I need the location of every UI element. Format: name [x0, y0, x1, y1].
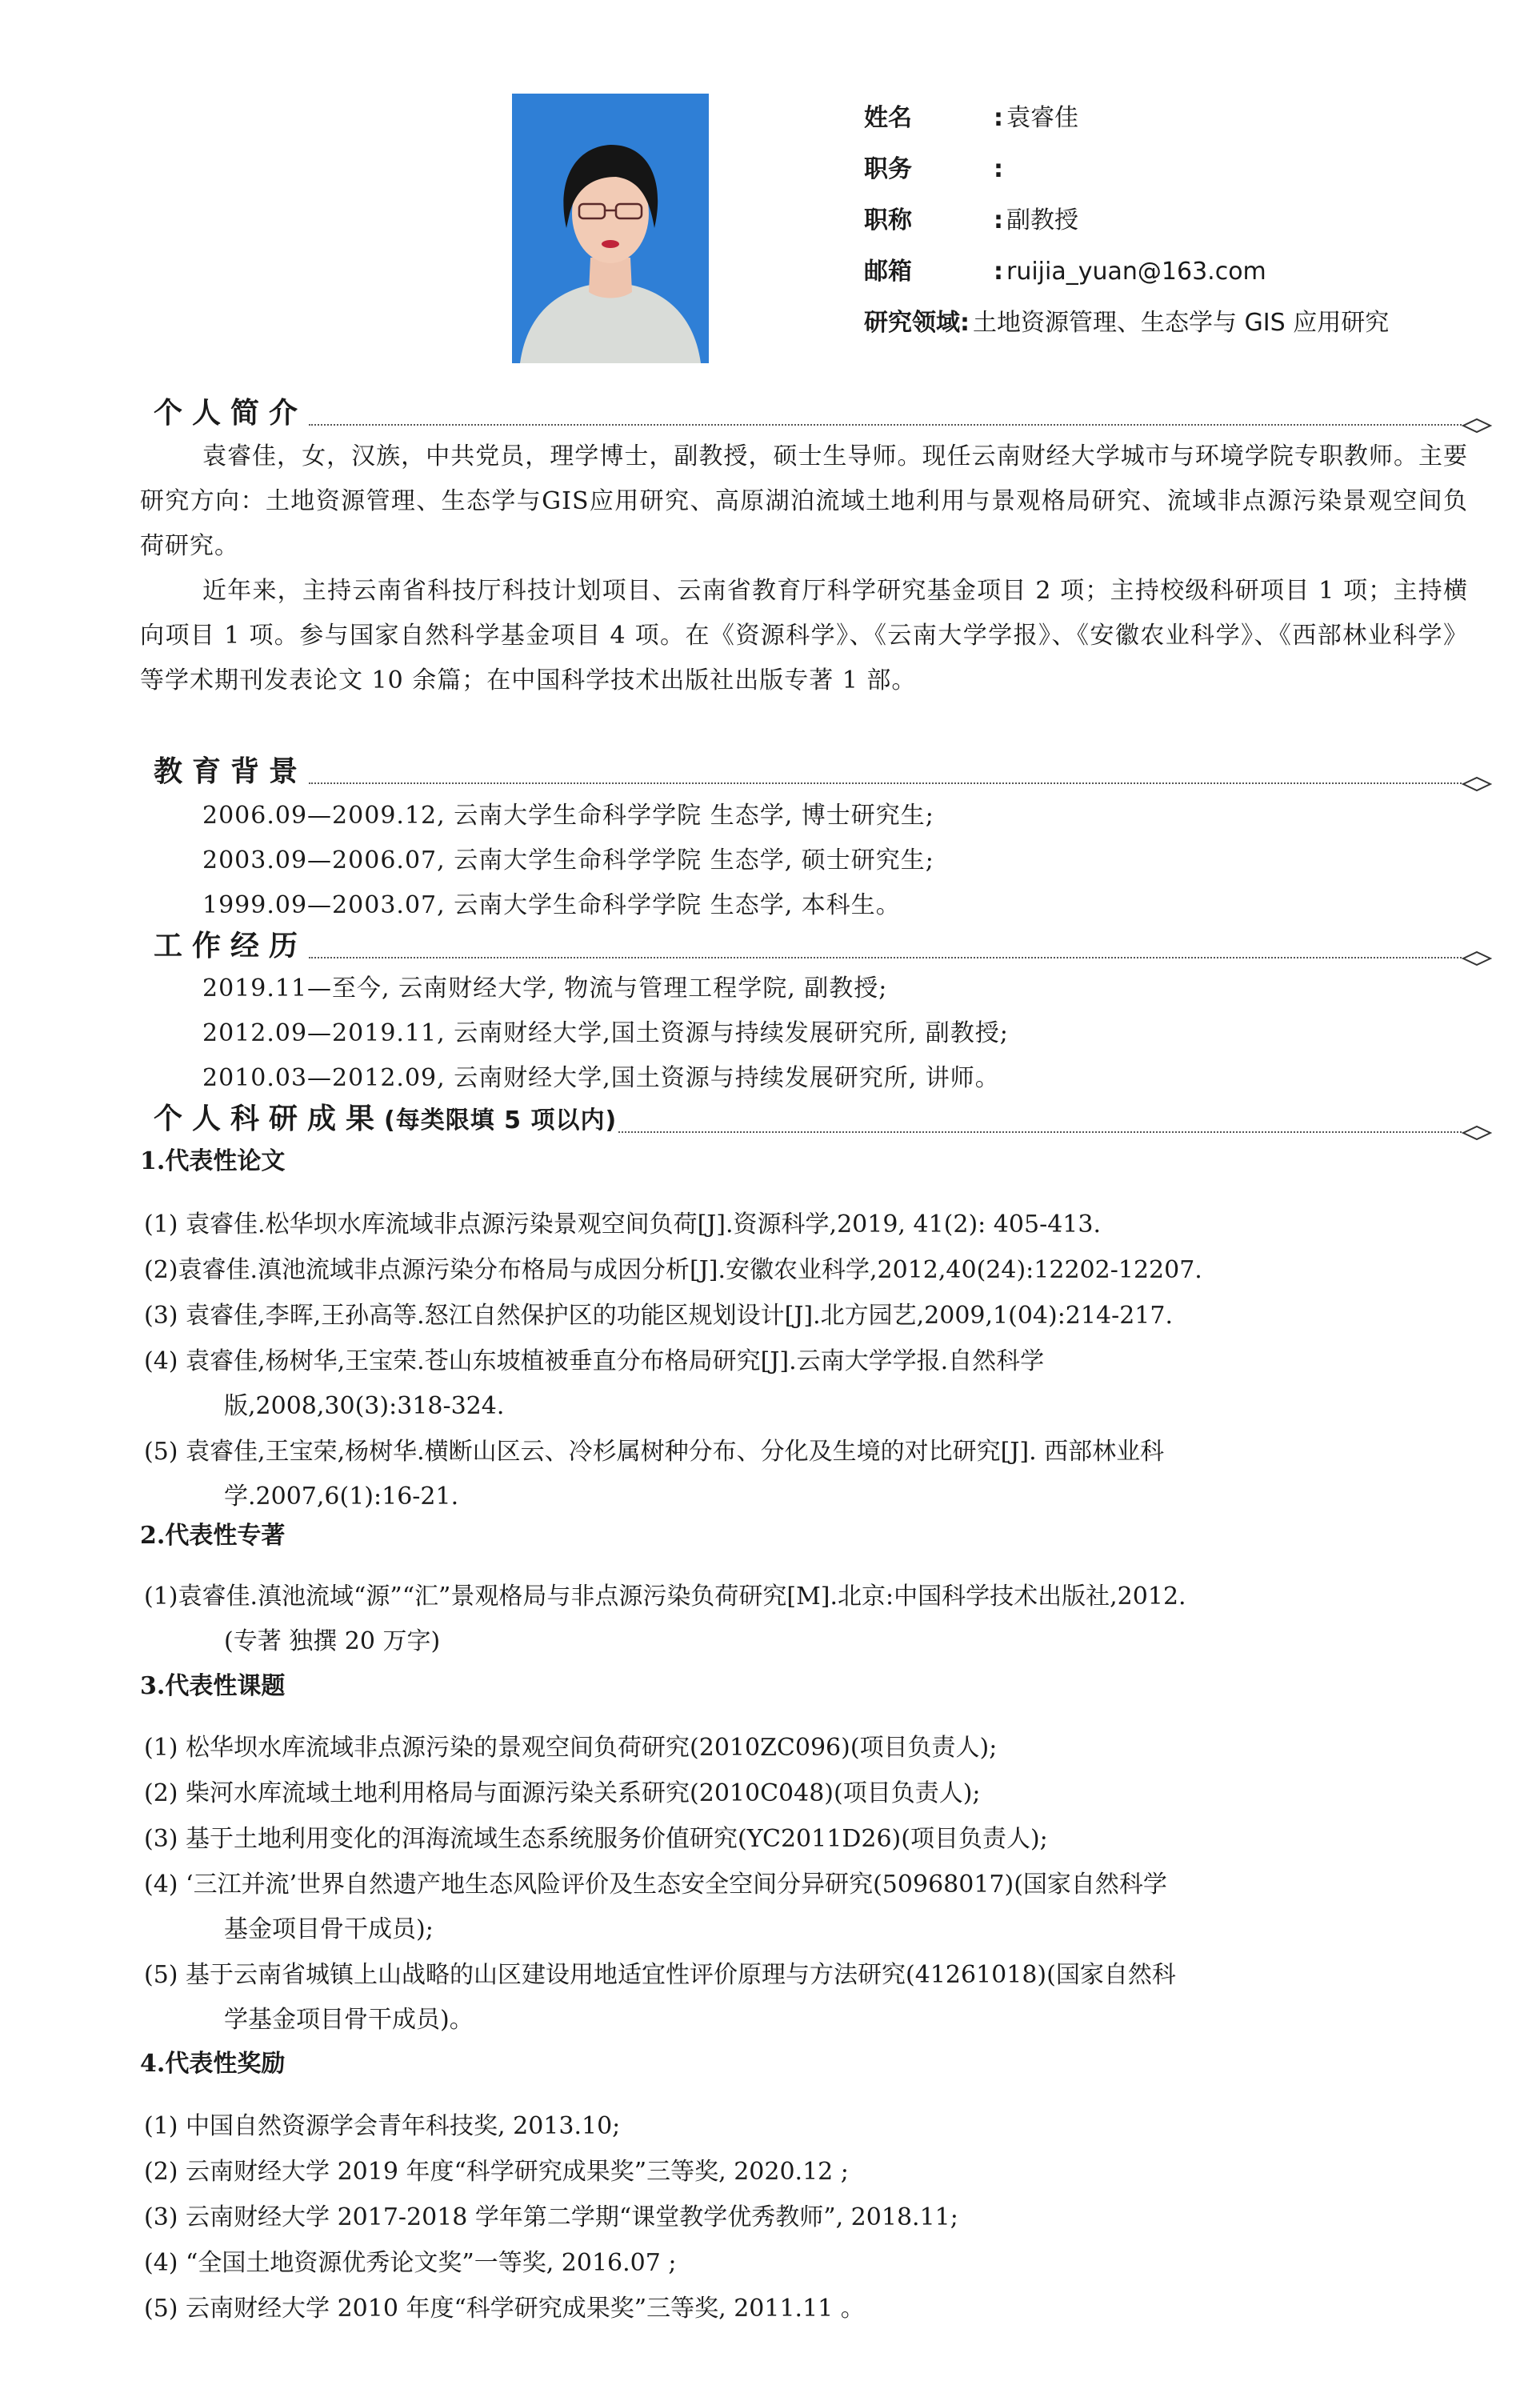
- award-item: (4) “全国土地资源优秀论文奖”一等奖, 2016.07 ;: [144, 2249, 677, 2277]
- info-field-row: 研究领域 : 土地资源管理、生态学与 GIS 应用研究: [864, 298, 1389, 349]
- intro-paragraph-2: 近年来，主持云南省科技厅科技计划项目、云南省教育厅科学研究基金项目 2 项；主持校级科研项目 1 项；主持横向项目 1 项。参与国家自然科学基金项目 4 项。在《资源科学》、《云南大学学报》、《安徽农业科学》、《西部林业科学》等学术期刊发表论文 10 余篇；在中国科学技术出版社出版专著 1 部。: [140, 577, 1468, 694]
- award-item: (2) 云南财经大学 2019 年度“科学研究成果奖”三等奖, 2020.12 ;: [144, 2158, 849, 2186]
- awards-heading: 4.代表性奖励: [140, 2050, 286, 2078]
- education-item: 2003.09—2006.07, 云南大学生命科学学院 生态学, 硕士研究生;: [202, 846, 934, 874]
- info-name-key: 姓名: [864, 104, 912, 132]
- project-item: (4) ‘三江并流’世界自然遗产地生态风险评价及生态安全空间分异研究(50968017)(国家自然科学 基金项目骨干成员);: [144, 1871, 1167, 1943]
- work-item: 2019.11—至今, 云南财经大学, 物流与管理工程学院, 副教授;: [202, 974, 888, 1002]
- info-name-value: 袁睿佳: [1006, 104, 1078, 132]
- info-email-value[interactable]: ruijia_yuan@163.com: [1006, 258, 1266, 286]
- books-heading: 2.代表性专著: [140, 1522, 286, 1550]
- work-item: 2012.09—2019.11, 云南财经大学,国土资源与持续发展研究所, 副教授;: [202, 1019, 1009, 1047]
- section-divider: [309, 782, 1462, 784]
- info-email-row: 邮箱 : ruijia_yuan@163.com: [864, 246, 1389, 298]
- info-rank-row: 职称 : 副教授: [864, 195, 1389, 246]
- section-header-work: [154, 930, 1492, 963]
- paper-item: (1) 袁睿佳.松华坝水库流域非点源污染景观空间负荷[J].资源科学,2019, 41(2): 405-413.: [144, 1211, 1102, 1239]
- section-title-intro: 个人简介: [154, 397, 308, 430]
- info-name-row: 姓名 : 袁睿佳: [864, 93, 1389, 144]
- papers-heading: 1.代表性论文: [140, 1147, 286, 1175]
- intro-paragraph-1: 袁睿佳，女，汉族，中共党员，理学博士，副教授，硕士生导师。现任云南财经大学城市与环境学院专职教师。主要研究方向：土地资源管理、生态学与GIS应用研究、高原湖泊流域土地利用与景观格局研究、流域非点源污染景观空间负荷研究。: [140, 442, 1468, 560]
- work-item: 2010.03—2012.09, 云南财经大学,国土资源与持续发展研究所, 讲师。: [202, 1064, 1000, 1092]
- section-title-research: 个人科研成果(每类限填 5 项以内): [154, 1102, 618, 1135]
- book-item: (1)袁睿佳.滇池流域“源”“汇”景观格局与非点源污染负荷研究[M].北京:中国科学技术出版社,2012. (专著 独撰 20 万字): [144, 1583, 1186, 1655]
- education-item: 1999.09—2003.07, 云南大学生命科学学院 生态学, 本科生。: [202, 891, 901, 919]
- award-item: (3) 云南财经大学 2017-2018 学年第二学期“课堂教学优秀教师”, 2018.11;: [144, 2203, 958, 2231]
- project-item: (5) 基于云南省城镇上山战略的山区建设用地适宜性评价原理与方法研究(41261018)(国家自然科 学基金项目骨干成员)。: [144, 1961, 1176, 2034]
- paper-item: (2)袁睿佳.滇池流域非点源污染分布格局与成因分析[J].安徽农业科学,2012,40(24):12202-12207.: [144, 1256, 1202, 1284]
- section-header-research: [154, 1104, 1492, 1138]
- profile-photo: [512, 94, 709, 363]
- paper-item: (5) 袁睿佳,王宝荣,杨树华.横断山区云、冷杉属树种分布、分化及生境的对比研究[J]. 西部林业科 学.2007,6(1):16-21.: [144, 1438, 1165, 1511]
- work-list: [140, 966, 1468, 1101]
- project-item: (3) 基于土地利用变化的洱海流域生态系统服务价值研究(YC2011D26)(项目负责人);: [144, 1825, 1048, 1853]
- info-field-key: 研究领域: [864, 309, 960, 337]
- diamond-end-icon: [1462, 418, 1492, 434]
- section-title-education: 教育背景: [154, 755, 308, 788]
- diamond-end-icon: [1462, 950, 1492, 966]
- section-divider: [618, 1131, 1462, 1133]
- section-header-education: [154, 755, 1492, 789]
- info-rank-value: 副教授: [1006, 206, 1078, 234]
- profile-info: [864, 93, 1389, 349]
- diamond-end-icon: [1462, 776, 1492, 792]
- paper-item: (4) 袁睿佳,杨树华,王宝荣.苍山东坡植被垂直分布格局研究[J].云南大学学报.自然科学 版,2008,30(3):318-324.: [144, 1347, 1045, 1420]
- education-item: 2006.09—2009.12, 云南大学生命科学学院 生态学, 博士研究生;: [202, 802, 934, 830]
- project-item: (2) 柴河水库流域土地利用格局与面源污染关系研究(2010C048)(项目负责人);: [144, 1779, 981, 1807]
- section-divider: [309, 424, 1462, 426]
- section-divider: [309, 957, 1462, 958]
- section-note: (每类限填 5 项以内): [384, 1106, 618, 1134]
- info-title-row: 职务 :: [864, 144, 1389, 195]
- projects-heading: 3.代表性课题: [140, 1672, 286, 1700]
- info-field-value: 土地资源管理、生态学与 GIS 应用研究: [973, 309, 1390, 337]
- info-email-key: 邮箱: [864, 258, 912, 286]
- section-title-work: 工作经历: [154, 930, 308, 962]
- info-rank-key: 职称: [864, 206, 912, 234]
- intro-block: [140, 434, 1468, 703]
- education-list: [140, 794, 1468, 928]
- info-title-key: 职务: [864, 155, 912, 183]
- diamond-end-icon: [1462, 1125, 1492, 1141]
- award-item: (1) 中国自然资源学会青年科技奖, 2013.10;: [144, 2112, 621, 2140]
- section-header-intro: [154, 397, 1492, 430]
- project-item: (1) 松华坝水库流域非点源污染的景观空间负荷研究(2010ZC096)(项目负责人);: [144, 1734, 998, 1762]
- paper-item: (3) 袁睿佳,李晖,王孙高等.怒江自然保护区的功能区规划设计[J].北方园艺,2009,1(04):214-217.: [144, 1302, 1174, 1330]
- award-item: (5) 云南财经大学 2010 年度“科学研究成果奖”三等奖, 2011.11 。: [144, 2295, 865, 2323]
